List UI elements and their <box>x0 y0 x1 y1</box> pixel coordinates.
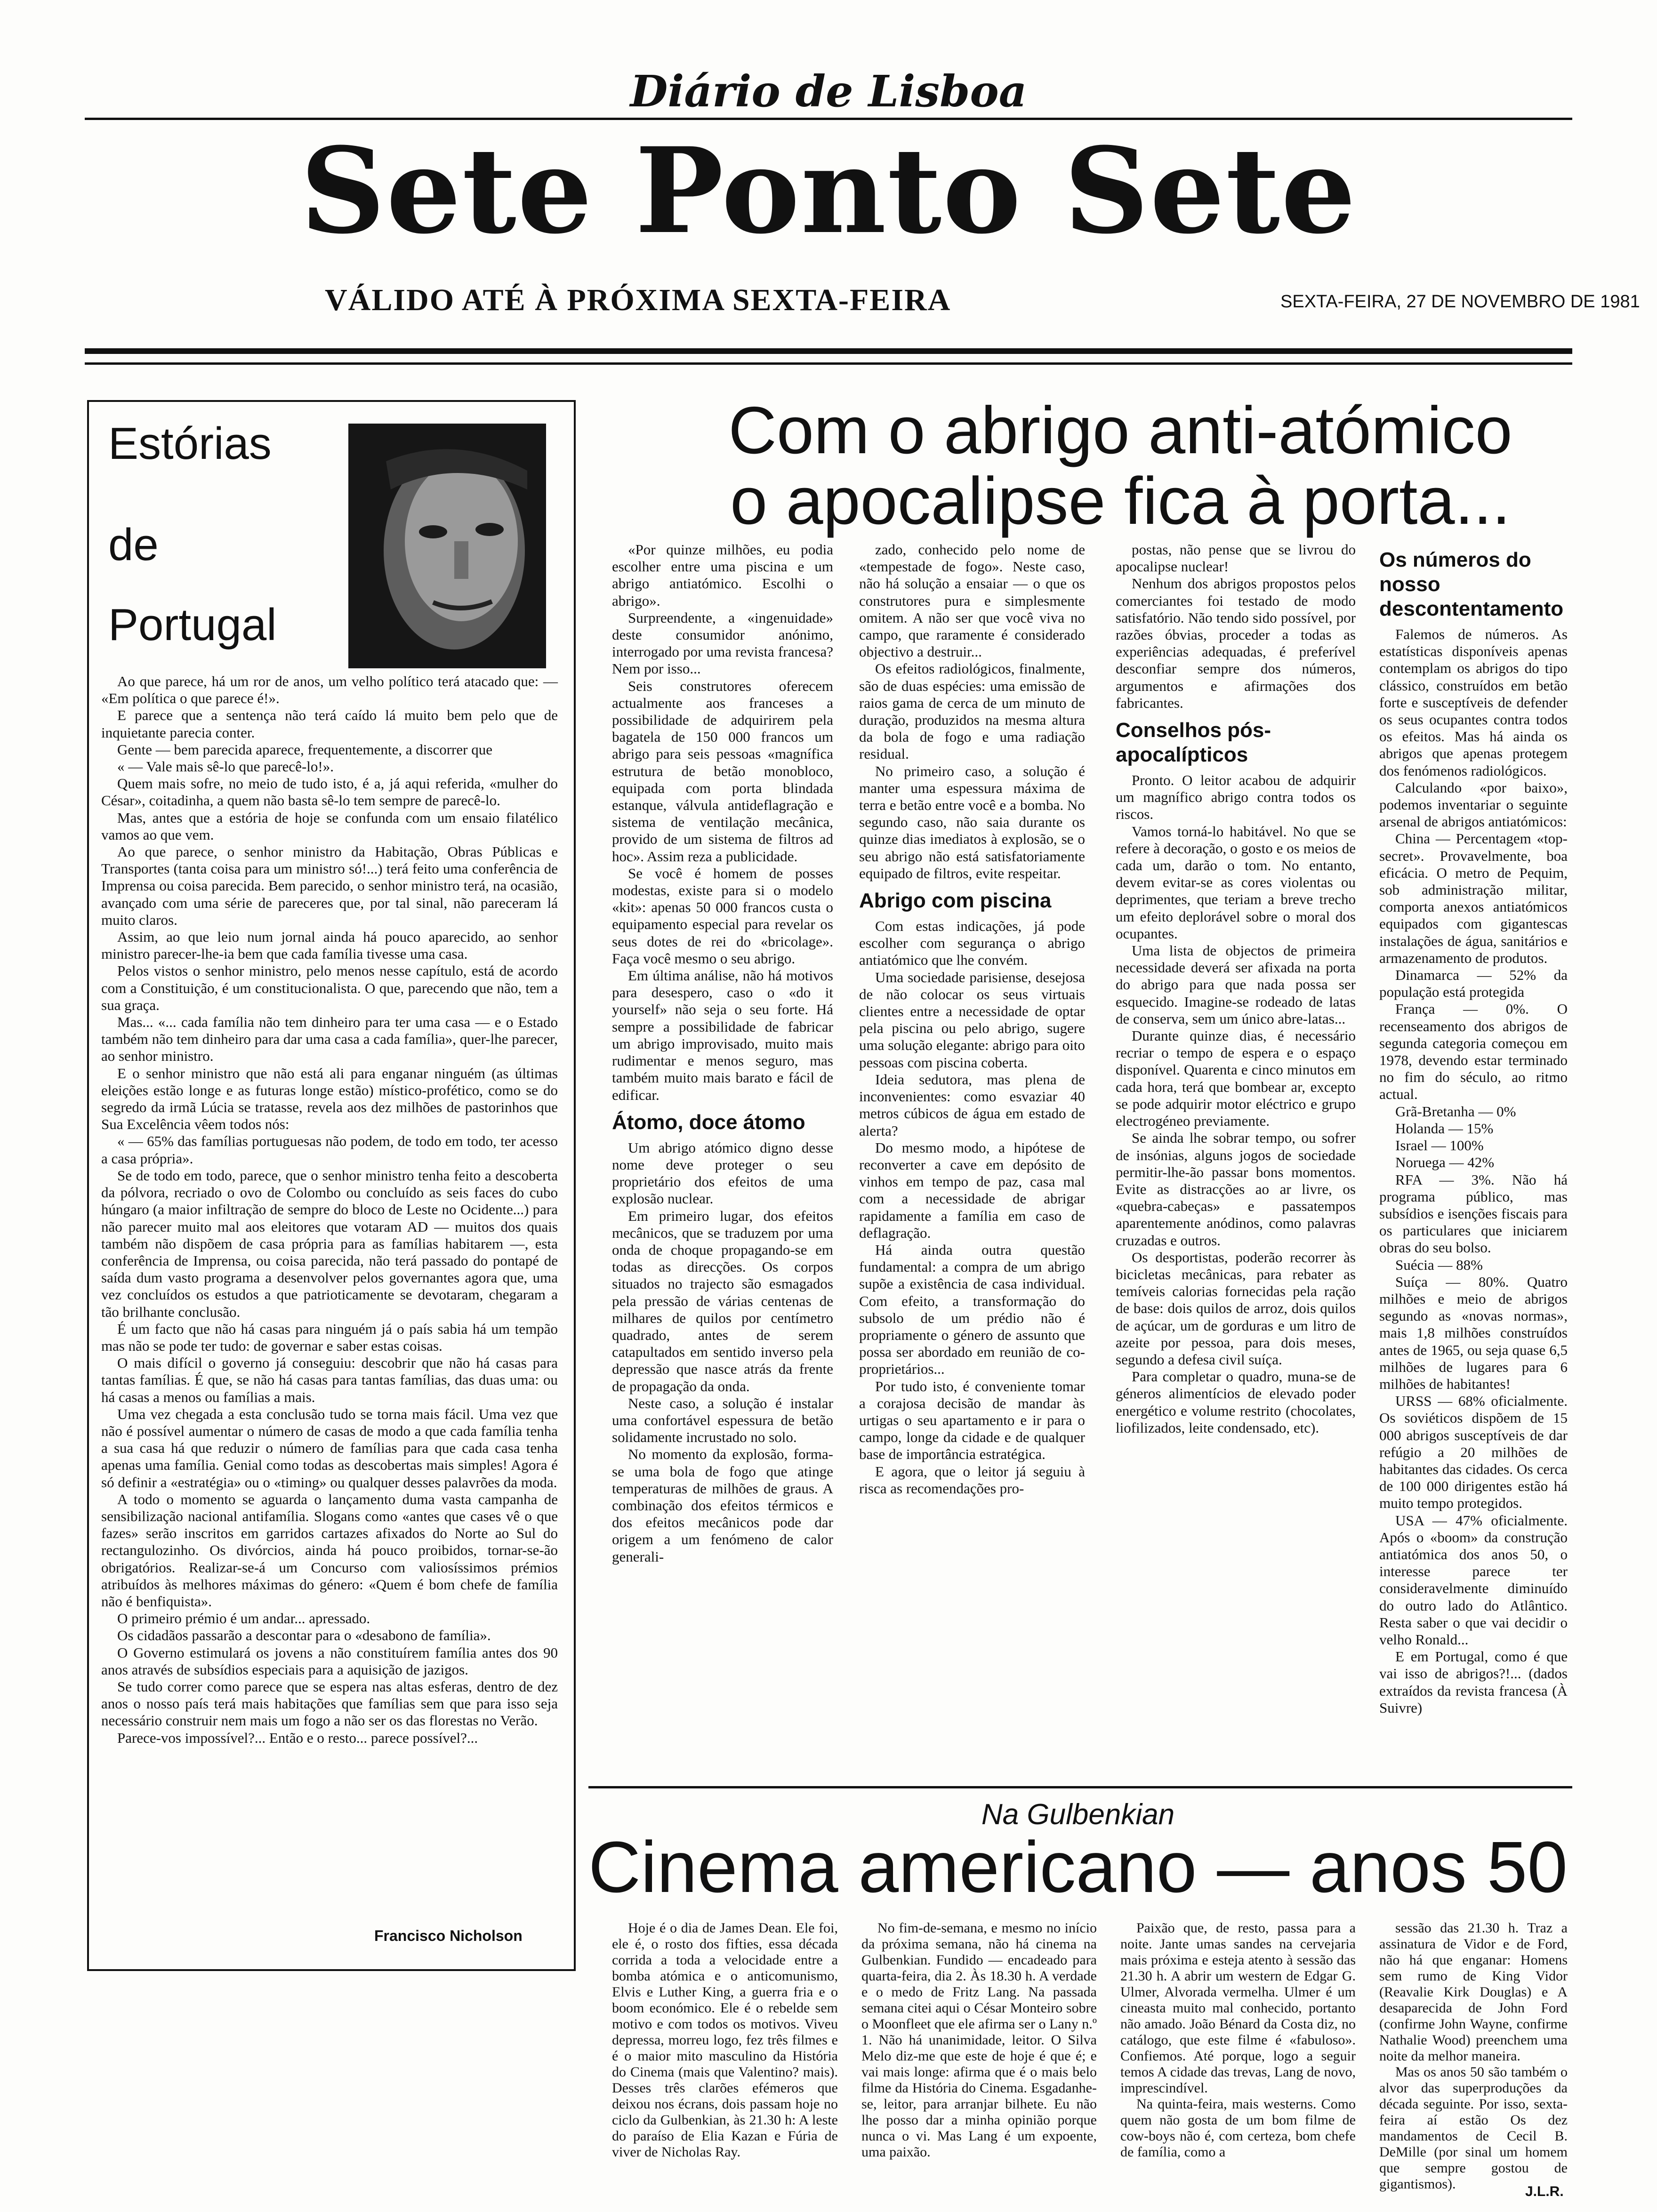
column-heading-line-3: Portugal <box>108 600 277 650</box>
column-heading-line-2: de <box>108 520 159 570</box>
column-heading-line-1: Estórias <box>108 418 272 469</box>
article-paragraph: Os desportistas, poderão recorrer às bicicletas mecânicas, para rebater as temíveis calorias fornecidas pela ração de base: dois quilos de arroz, dois quilos de açúcar, um de gorduras e um litro de azeite por pessoa, para dois meses, segundo a defesa civil suíça. <box>1116 1249 1356 1368</box>
subheading-piscina: Abrigo com piscina <box>859 889 1052 913</box>
article-column-3 <box>1116 541 1356 1765</box>
article-paragraph: Dinamarca — 52% da população está protegida <box>1379 967 1568 1001</box>
article-paragraph: Uma sociedade parisiense, desejosa de não colocar os seus virtuais clientes entre a necessidade de optar pela piscina ou pelo abrigo, sugere uma solução elegante: abrigo para oito pessoas com piscina coberta. <box>859 969 1085 1071</box>
header-rule-thick <box>85 348 1572 354</box>
article-paragraph: Holanda — 15% <box>1395 1120 1494 1137</box>
article-paragraph: zado, conhecido pelo nome de «tempestade de fogo». Neste caso, não há solução a ensaiar — o que os construtores pura e simplesmente omitem. A não ser que você viva no campo, que raramente é considerado objectivo a destruir... <box>859 541 1085 660</box>
article-column-4 <box>1379 541 1568 1765</box>
column-paragraph: Uma vez chegada a esta conclusão tudo se torna mais fácil. Uma vez que não é possível aumentar o número de casas de modo a que cada família tenha a sua casa há que reduzir o número de famílias para que cada casa tenha apenas uma família. Genial como todas as descobertas mais simples! Agora é só definir a «estratégia» ou o «timing» ou qualquer desses palavrões da moda. <box>101 1405 558 1491</box>
article-paragraph: Ideia sedutora, mas plena de inconvenientes: como esvaziar 40 metros cúbicos de água em estado de alerta? <box>859 1071 1085 1139</box>
column-paragraph: A todo o momento se aguarda o lançamento duma vasta campanha de sensibilização nacional antifamília. Slogans como «antes que cases vê o que fazes» serão inscritos em garridos cartazes afixados do Norte ao Sul do rectangulozinho. Os divórcios, ainda há pouco proibidos, tornar-se-ão obrigatórios. Realizar-se-á um Concurso com valiosíssimos prémios atribuídos às melhores máximas do género: «Quem é bom chefe de família não é benfiquista». <box>101 1491 558 1610</box>
cinema-paragraph: Paixão que, de resto, passa para a noite. Jante umas sandes na cervejaria mais próxima e esteja atento à sessão das 21.30 h. A abrir um western de Edgar G. Ulmer, Alvorada vermelha. Ulmer é um cineasta muito mal conhecido, portanto não amado. João Bénard da Costa diz, no catálogo, que este filme é «fabuloso». Confiemos. Até porque, logo a seguir temos A cidade das trevas, Lang de novo, imprescindível. <box>1120 1920 1356 2096</box>
article-paragraph: Suíça — 80%. Quatro milhões e meio de abrigos segundo as «novas normas», mais 1,8 milhões construídos antes de 1965, ou seja quase 6,5 milhões de lugares para 6 milhões de habitantes! <box>1379 1273 1568 1392</box>
column-paragraph: E o senhor ministro que não está ali para enganar ninguém (as últimas eleições estão longe e as futuras longe estão) místico-profético, como se do segredo da irmã Lúcia se tratasse, revela aos dez milhões de pastorinhos que Sua Excelência vêem todos nós: <box>101 1065 558 1133</box>
article-paragraph: Calculando «por baixo», podemos inventariar o seguinte arsenal de abrigos antiatómicos: <box>1379 779 1568 830</box>
article-paragraph: Um abrigo atómico digno desse nome deve proteger o seu proprietário dos efeitos de uma explosão nuclear. <box>612 1139 833 1207</box>
supplement-title: Sete Ponto Sete <box>300 121 1357 260</box>
supplement-subtitle: VÁLIDO ATÉ À PRÓXIMA SEXTA-FEIRA <box>325 283 951 317</box>
cinema-column-3 <box>1120 1920 1356 2203</box>
subheading-conselhos: Conselhos pós-apocalípticos <box>1116 719 1271 767</box>
column-author: Francisco Nicholson <box>374 1927 523 1944</box>
column-paragraph: Mas... «... cada família não tem dinheiro para ter uma casa — e o Estado também não tem dinheiro para dar uma casa a cada família», quer-lhe parecer, ao senhor ministro. <box>101 1014 558 1065</box>
article-paragraph: Em última análise, não há motivos para desespero, caso o «do it yourself» não seja o seu forte. Há sempre a possibilidade de fabricar um abrigo improvisado, muito mais rudimentar e menos seguro, mas também muito mais barato e fácil de edificar. <box>612 967 833 1103</box>
article-headline <box>584 395 1657 537</box>
cinema-paragraph: Mas os anos 50 são também o alvor das superproduções da década seguinte. Por isso, sexta-feira aí estão Os dez mandamentos de Cecil B. DeMille (por sinal um homem que sempre gostou de gigantismos). <box>1379 2064 1568 2192</box>
column-paragraph: Parece-vos impossível?... Então e o resto... parece possível?... <box>117 1729 478 1746</box>
article-paragraph: Com estas indicações, já pode escolher com segurança o abrigo antiatómico que lhe convém. <box>859 918 1085 969</box>
column-paragraph: Mas, antes que a estória de hoje se confunda com um ensaio filatélico vamos ao que vem. <box>101 809 558 843</box>
headline-line-1: Com o abrigo anti-atómico <box>728 393 1512 468</box>
article-paragraph: Grã-Bretanha — 0% <box>1395 1103 1516 1120</box>
column-paragraph: Assim, ao que leio num jornal ainda há pouco aparecido, ao senhor ministro parecer-lhe-ia bem que cada família tivesse uma casa. <box>101 929 558 962</box>
column-paragraph: « — 65% das famílias portuguesas não podem, de todo em todo, ter acesso a casa própria». <box>101 1133 558 1167</box>
masthead-rule <box>85 118 1572 120</box>
article-paragraph: Se você é homem de posses modestas, existe para si o modelo «kit»: apenas 50 000 francos custa o equipamento especial para revelar os seus dotes de rei do «bricolage». Faça você mesmo o seu abrigo. <box>612 865 833 967</box>
author-portrait-photo <box>348 424 546 668</box>
column-paragraph: « — Vale mais sê-lo que parecê-lo!». <box>117 758 334 775</box>
article-paragraph: Suécia — 88% <box>1395 1256 1483 1273</box>
article-paragraph: No momento da explosão, forma-se uma bola de fogo que atinge temperaturas de milhões de graus. A combinação dos efeitos térmicos e dos efeitos mecânicos pode dar origem a um fenómeno de calor generali- <box>612 1446 833 1565</box>
article2-kicker: Na Gulbenkian <box>981 1798 1175 1831</box>
article-column-1 <box>612 541 833 1765</box>
article-paragraph: Neste caso, a solução é instalar uma confortável espessura de betão solidamente incrustado no solo. <box>612 1395 833 1446</box>
column-paragraph: O Governo estimulará os jovens a não constituírem família antes dos 90 anos através de subsídios especiais para a aquisição de jazigos. <box>101 1644 558 1678</box>
column-paragraph: O primeiro prémio é um andar... apressado. <box>117 1610 370 1627</box>
article-paragraph: E em Portugal, como é que vai isso de abrigos?!... (dados extraídos da revista francesa (À Suivre) <box>1379 1648 1568 1716</box>
article-paragraph: Há ainda outra questão fundamental: a compra de um abrigo supõe a existência de casa individual. Com efeito, a transformação do subsolo de um prédio não é propriamente o género de assunto que possa ser abordado em reunião de co-proprietários... <box>859 1241 1085 1378</box>
article-paragraph: Falemos de números. As estatísticas disponíveis apenas contemplam os abrigos do tipo clássico, construídos em betão forte e susceptíveis de defender os seus ocupantes contra todos os efeitos. Mas há ainda os abrigos que apenas protegem dos fenómenos radiológicos. <box>1379 626 1568 779</box>
article-paragraph: Durante quinze dias, é necessário recriar o tempo de espera e o espaço disponível. Quarenta e cinco minutos em cada hora, terá que bombear ar, excepto se pode adquirir motor eléctrico e grupo electrogéneo previamente. <box>1116 1027 1356 1130</box>
header-rule-thin <box>85 362 1572 365</box>
subheading-atomo: Átomo, doce átomo <box>612 1110 805 1134</box>
issue-date: SEXTA-FEIRA, 27 DE NOVEMBRO DE 1981 <box>1280 292 1640 312</box>
column-paragraph: Pelos vistos o senhor ministro, pelo menos nesse capítulo, está de acordo com a Constituição, é um constitucionalista. O que, parecendo que não, tem a sua graça. <box>101 962 558 1013</box>
article-paragraph: França — 0%. O recenseamento dos abrigos de segunda categoria começou em 1978, devendo estar terminado no fim do século, ao ritmo actual. <box>1379 1001 1568 1103</box>
headline-line-2: o apocalipse fica à porta... <box>730 464 1511 538</box>
article-paragraph: China — Percentagem «top-secret». Provavelmente, boa eficácia. O metro de Pequim, sob administração militar, comporta anexos antiatómicos equipados com gigantescas instalações de água, sanitários e armazenamento de produtos. <box>1379 830 1568 966</box>
article-paragraph: No primeiro caso, a solução é manter uma espessura máxima de terra e betão entre você e a bomba. No segundo caso, não saia durante os quinze dias imediatos à explosão, se o seu abrigo não está satisfatoriamente equipado de filtros, evite respeitar. <box>859 762 1085 882</box>
cinema-author: J.L.R. <box>1525 2184 1564 2199</box>
article-paragraph: Para completar o quadro, muna-se de géneros alimentícios de elevado poder energético e volume restrito (chocolates, liofilizados, leite condensado, etc). <box>1116 1368 1356 1436</box>
article-paragraph: E agora, que o leitor já seguiu à risca as recomendações pro- <box>859 1463 1085 1497</box>
article-paragraph: Pronto. O leitor acabou de adquirir um magnífico abrigo contra todos os riscos. <box>1116 772 1356 823</box>
article-paragraph: Noruega — 42% <box>1395 1154 1495 1171</box>
cinema-paragraph: Hoje é o dia de James Dean. Ele foi, ele é, o rosto dos fifties, essa década corrida a toda a velocidade entre a bomba atómica e o anticomunismo, Elvis e Luther King, a guerra fria e o boom económico. Ele é o rebelde sem motivo e com todos os motivos. Viveu depressa, morreu logo, fez três filmes e é o maior mito masculino da História do Cinema (mais que Valentino? mais). Desses três clarões efémeros que deixou nos écrans, dois passam hoje no ciclo da Gulbenkian, às 21.30 h: A leste do paraíso de Elia Kazan e Fúria de viver de Nicholas Ray. <box>612 1920 838 2160</box>
article-paragraph: Surpreendente, a «ingenuidade» deste consumidor anónimo, interrogado por uma revista francesa? Nem por isso... <box>612 609 833 677</box>
article-paragraph: Israel — 100% <box>1395 1137 1484 1154</box>
cinema-paragraph: sessão das 21.30 h. Traz a assinatura de Vidor e de Ford, não há que enganar: Homens sem rumo de King Vidor (Reavalie Kirk Douglas) e A desaparecida de John Ford (confirme John Wayne, confirme Nathalie Wood) preenchem uma noite da melhor maneira. <box>1379 1920 1568 2064</box>
article-paragraph: USA — 47% oficialmente. Após o «boom» da construção antiatómica dos anos 50, o interesse parece ter consideravelmente diminuído do outro lado do Atlântico. Resta saber o que vai decidir o velho Ronald... <box>1379 1512 1568 1648</box>
article-paragraph: Por tudo isto, é conveniente tomar a corajosa decisão de mandar às urtigas o seu apartamento e ir para o campo, longe da cidade e de qualquer base de importância estratégica. <box>859 1378 1085 1463</box>
article-paragraph: Vamos torná-lo habitável. No que se refere à decoração, o gosto e os meios de cada um, darão o tom. No entanto, devem evitar-se as cores violentas ou deprimentes, que teriam a breve trecho um efeito deplorável sobre o moral dos ocupantes. <box>1116 823 1356 942</box>
column-paragraph: É um facto que não há casas para ninguém já o país sabia há um tempão mas não se pode ter tudo: de governar e saber estas coisas. <box>101 1320 558 1354</box>
column-paragraph: Quem mais sofre, no meio de tudo isto, é a, já aqui referida, «mulher do César», coitadinha, a quem não basta sê-lo tem sempre de parecê-lo. <box>101 775 558 809</box>
cinema-column-1 <box>612 1920 838 2203</box>
article-paragraph: Em primeiro lugar, dos efeitos mecânicos, que se traduzem por uma onda de choque propagando-se em todas as direcções. Os corpos situados no trajecto são esmagados pela pressão de várias centenas de milhares de quilos por centímetro quadrado, antes de serem catapultados em sentido inverso pela depressão que nasce atrás da frente de propagação da onda. <box>612 1207 833 1395</box>
cinema-paragraph: Na quinta-feira, mais westerns. Como quem não gosta de um bom filme de cow-boys não é, com certeza, bom chefe de família, como a <box>1120 2096 1356 2160</box>
column-paragraph: Ao que parece, o senhor ministro da Habitação, Obras Públicas e Transportes (tanta coisa para um ministro só!...) terá feito uma conferência de Imprensa ou coisa parecida. Bem parecido, o senhor ministro terá, na ocasião, avançado com uma série de pareceres que, por tal sinal, não pareceram lá muito claros. <box>101 843 558 928</box>
article-paragraph: Se ainda lhe sobrar tempo, ou sofrer de insónias, alguns jogos de sociedade permitir-lhe-ão passar bons momentos. Evite as distracções ao ar livre, os «quebra-cabeças» e passatempos aparentemente anódinos, como palavras cruzadas e outros. <box>1116 1130 1356 1249</box>
column-paragraph: Se tudo correr como parece que se espera nas altas esferas, dentro de dez anos o nosso país terá mais habitações que famílias sem que para isso seja necessário construir nem mais um fogo a não ser os das florestas no Verão. <box>101 1678 558 1729</box>
article-paragraph: «Por quinze milhões, eu podia escolher entre uma piscina e um abrigo antiatómico. Escolhi o abrigo». <box>612 541 833 609</box>
newspaper-masthead: Diário de Lisboa <box>630 66 1027 117</box>
cinema-column-2 <box>861 1920 1097 2203</box>
subheading-numeros: Os números do nosso descontentamento <box>1379 548 1564 620</box>
column-paragraph: E parece que a sentença não terá caído lá muito bem pelo que de inquietante parecia conter. <box>101 707 558 741</box>
article-paragraph: Do mesmo modo, a hipótese de reconverter a cave em depósito de vinhos em tempo de paz, casa mal com a necessidade de abrigar rapidamente a família em caso de deflagração. <box>859 1139 1085 1241</box>
column-paragraph: Se de todo em todo, parece, que o senhor ministro tenha feito a descoberta da pólvora, recriado o ovo de Colombo ou concluído as seis faces do cubo húngaro (a maior infiltração de sempre do bloco de Leste no Ocidente...) para não parecer muito mal aos eleitores que votaram AD — muitos dos quais também não dispõem de casa própria para as famílias habitarem —, esta conferência de Imprensa, ou coisa parecida, não terá passado do pontapé de saída dum vasto programa a desenvolver pelos governantes agora que, uma vez concluídos os estudos a que patrioticamente se devotaram, chegaram a tão brilhante conclusão. <box>101 1167 558 1320</box>
article-paragraph: postas, não pense que se livrou do apocalipse nuclear! <box>1116 541 1356 575</box>
article-paragraph: Seis construtores oferecem actualmente aos franceses a possibilidade de adquirirem pela bagatela de 150 000 francos um abrigo para seis pessoas «magnífica estrutura de betão monobloco, equipada com porta blindada estanque, válvula antideflagração e sistema de ventilação mecânica, provido de um sistema de filtros ad hoc». Assim reza a publicidade. <box>612 677 833 865</box>
opinion-column-text <box>101 673 558 1953</box>
article-paragraph: Os efeitos radiológicos, finalmente, são de duas espécies: uma emissão de raios gama de cerca de um minuto de duração, produzidos na mesma altura da bola de fogo e uma radiação residual. <box>859 660 1085 762</box>
article-paragraph: Nenhum dos abrigos propostos pelos comerciantes foi testado de modo satisfatório. Não tendo sido possível, por razões óbvias, proceder a todas as experiências adequadas, é preferível desconfiar sempre dos números, argumentos e afirmações dos fabricantes. <box>1116 575 1356 711</box>
article-paragraph: Uma lista de objectos de primeira necessidade deverá ser afixada na porta do abrigo para que nada possa ser esquecido. Imagine-se rodeado de latas de conserva, sem um único abre-latas... <box>1116 942 1356 1027</box>
article-paragraph: RFA — 3%. Não há programa público, mas subsídios e isenções fiscais para os particulares que iniciarem obras do seu bolso. <box>1379 1171 1568 1256</box>
column-paragraph: O mais difícil o governo já conseguiu: descobrir que não há casas para tantas famílias. É que, se não há casas para tantas famílias, das duas uma: ou há casas a menos ou famílias a mais. <box>101 1354 558 1405</box>
column-paragraph: Os cidadãos passarão a descontar para o «desabono de família». <box>117 1627 491 1644</box>
column-paragraph: Gente — bem parecida aparece, frequentemente, a discorrer que <box>117 741 492 758</box>
section-divider <box>588 1786 1572 1788</box>
cinema-paragraph: No fim-de-semana, e mesmo no início da próxima semana, não há cinema na Gulbenkian. Fundido — encadeado para quarta-feira, dia 2. Às 18.30 h. A verdade e o medo de Fritz Lang. Na passada semana citei aqui o César Monteiro sobre o Moonfleet que ele afirma ser o Lany n.º 1. Não há unanimidade, leitor. O Silva Melo diz-me que este de hoje é que é; e vai mais longe: afirma que é o mais belo filme da História do Cinema. Esgadanhe-se, leitor, para arranjar bilhete. Eu não lhe posso dar a minha opinião porque nunca o vi. Mas Lang é um expoente, uma paixão. <box>861 1920 1097 2160</box>
article2-headline: Cinema americano — anos 50 <box>588 1827 1568 1907</box>
article-column-2 <box>859 541 1085 1765</box>
article-paragraph: URSS — 68% oficialmente. Os soviéticos dispõem de 15 000 abrigos susceptíveis de dar refúgio a 20 milhões de habitantes das cidades. Os cerca de 100 000 dirigentes estão há muito tempo protegidos. <box>1379 1393 1568 1512</box>
column-paragraph: Ao que parece, há um ror de anos, um velho político terá atacado que: — «Em política o que parece é!». <box>101 673 558 707</box>
